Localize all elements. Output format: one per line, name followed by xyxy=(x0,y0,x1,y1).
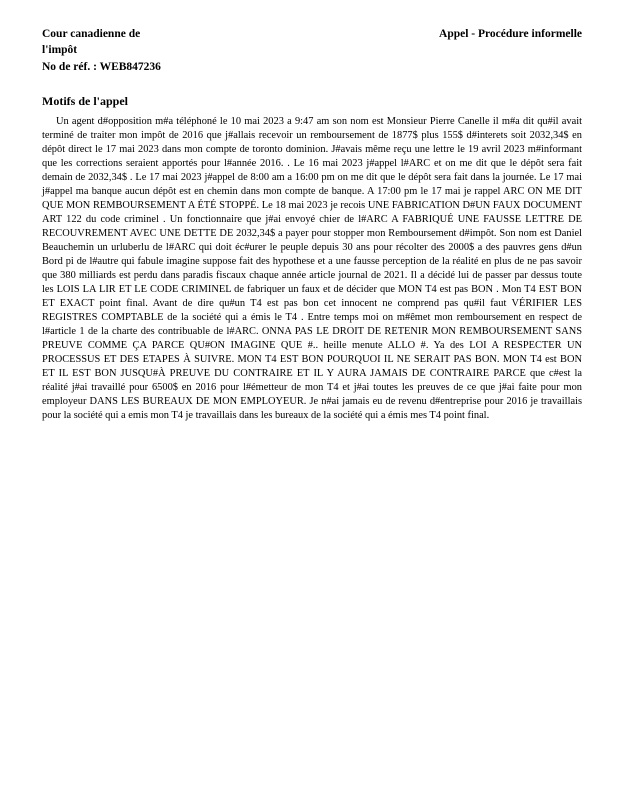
reference-number: No de réf. : WEB847236 xyxy=(42,60,161,73)
court-name-line1: Cour canadienne de xyxy=(42,28,141,40)
appeal-reasons-text: Un agent d#opposition m#a téléphoné le 10 mai 2023 a 9:47 am son nom est Monsieur Pierre Canelle il m#a dit qu#il avait terminé de traiter mon impôt de 2016 que j#allais recevoir un remboursement de 1877$ plus 155$ d#interets soit 2032,34$ en dépôt direct le 17 mai 2023 dans mon compte de toronto dominion. J#avais même reçu une lettre le 19 avril 2023 m#informant que les corrections seraient apportés pour l#année 2016. . Le 16 mai 2023 j#appel l#ARC et on me dit que le dépôt sera fait demain de 2032,34$ . Le 17 mai 2023 j#appel de 8:00 am a 16:00 pm on me dit que le dépôt sera fait dans la journée. Le 17 mai j#appel ma banque aucun dépôt est en chemin dans mon compte de banque. A 17:00 pm le 17 mai je rappel ARC ON ME DIT QUE MON REMBOURSEMENT A ÉTÉ STOPPÉ. Le 18 mai 2023 je recois UNE FABRICATION D#UN FAUX DOCUMENT ART 122 du code criminel . Un fonctionnaire que j#ai envoyé chier de l#ARC A FABRIQUÉ UNE FAUSSE LETTRE DE RECOUVREMENT AVEC UNE DETTE DE 2032,34$ a payer pour stopper mon Remboursement d#impôt. Son nom est Daniel Beauchemin un urluberlu de l#ARC qui doit éc#urer le peuple depuis 30 ans pour récolter des 2000$ a des pauvres gens d#un Bord pi de l#autre qui fabule imagine suppose fait des hypothese et a une fausse perception de la réalité en plus de ne pas savoir que 380 milliards est perdu dans paradis fiscaux chaque année article journal de 2021. Il a décidé lui de passer par dessus toute les LOIS LA LIR ET LE CODE CRIMINEL de fabriquer un faux et de décider que MON T4 est pas BON . Mon T4 EST BON ET EXACT point final. Avant de dire qu#un T4 est pas bon cet innocent ne comprend pas qu#il faut VÉRIFIER LES REGISTRES COMPTABLE de la société qui a émis le T4 . Entre temps moi on m#êmet mon remboursement en respect de l#article 1 de la charte des contribuable de l#ARC. ONNA PAS LE DROIT DE RETENIR MON REMBOURSEMENT SANS PREUVE COMME ÇA PARCE QU#ON IMAGINE QUE #.. heille menute ALLO #. Ya des LOI A RESPECTER UN PROCESSUS ET DES ETAPES À SUIVRE. MON T4 EST BON POURQUOI IL NE SERAIT PAS BON. MON T4 est BON ET IL EST BON JUSQU#À PREUVE DU CONTRAIRE ET IL Y AURA JAMAIS DE CONTRAIRE PARCE que c#est la réalité j#ai travaillé pour 6500$ en 2016 pour l#émetteur de mon T4 et j#ai toutes les preuves de ce que j#ai faite pour mon employeur DANS LES BUREAUX DE MON EMPLOYEUR. Je n#ai jamais eu de revenu d#entreprise pour 2016 je travaillais pour la société qui a emis mon T4 je travaillais dans les bureaux de la société qui a émis mes T4 point final. xyxy=(42,115,582,421)
court-name xyxy=(42,26,140,59)
document-type-title: Appel - Procédure informelle xyxy=(439,28,582,40)
court-name-line2: l'impôt xyxy=(42,44,78,57)
page-title: Motifs de l'appel xyxy=(42,93,128,108)
document-header xyxy=(42,26,582,59)
